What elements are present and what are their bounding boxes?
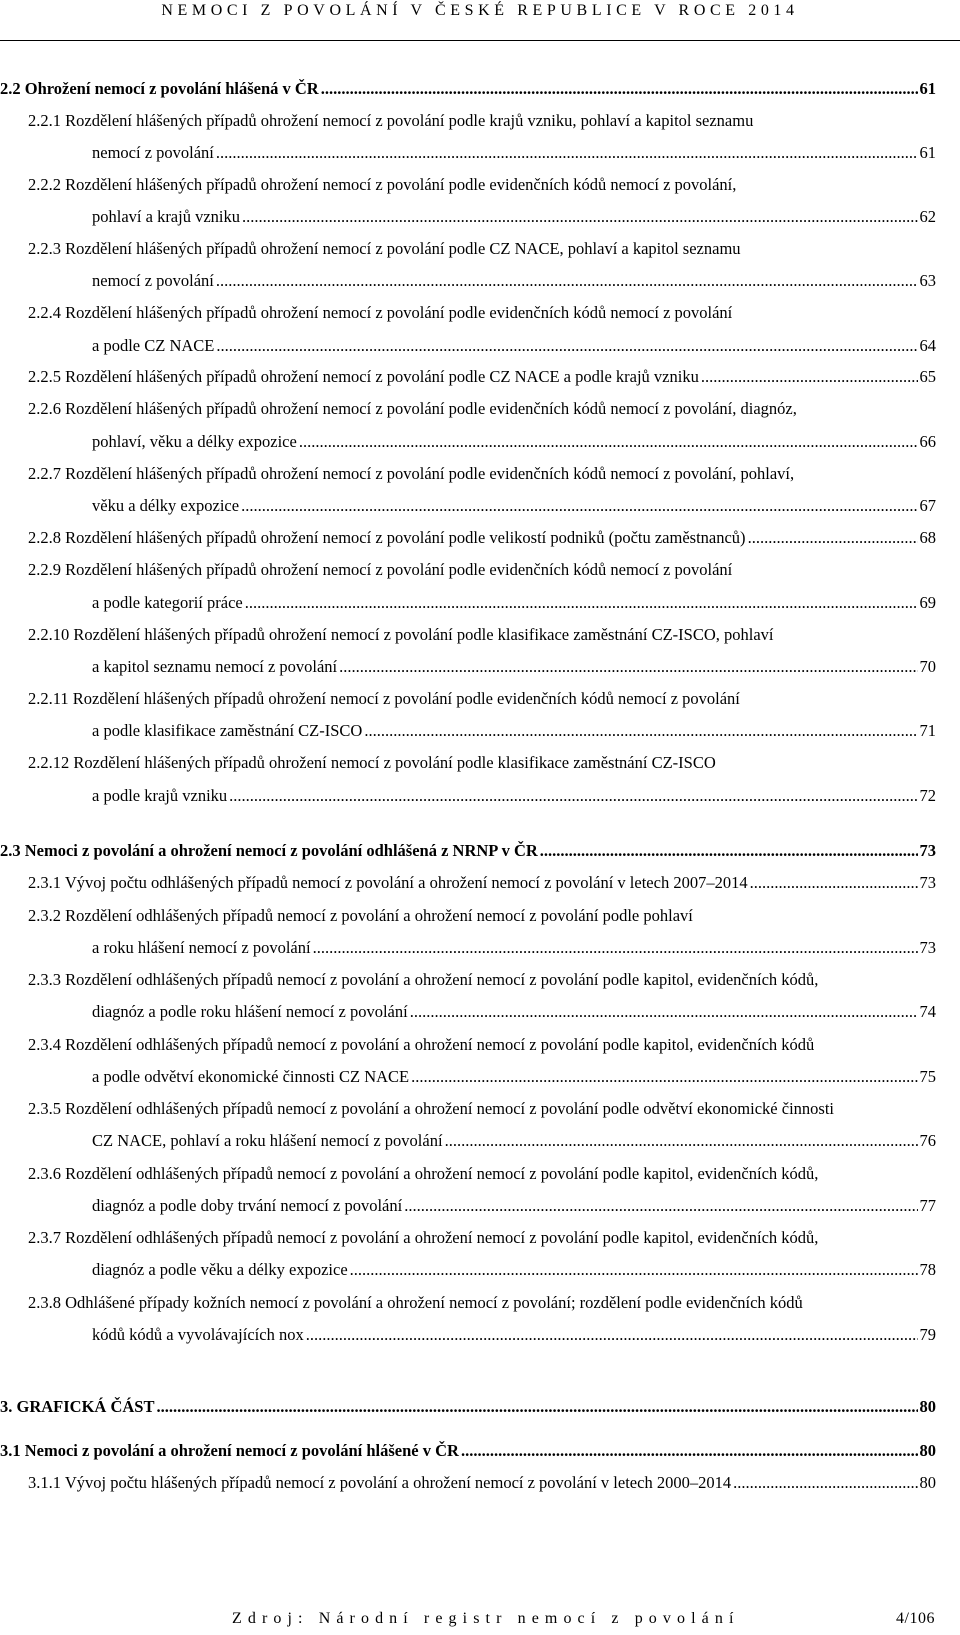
toc-leader [313,937,918,959]
toc-entry-title: 2.2.12 Rozdělení hlášených případů ohrožení nemocí z povolání podle klasifikace zaměstnání CZ-ISCO [28,753,716,772]
toc-page-number: 79 [919,1325,936,1344]
toc-entry-2-2-12-line1[interactable] [28,752,936,774]
toc-page-number: 68 [919,528,936,547]
toc-entry-2-3-8-line1[interactable] [28,1292,936,1314]
toc-leader [733,1472,917,1494]
toc-leader [350,1259,918,1281]
toc-entry-2-3[interactable] [0,840,936,862]
toc-entry-3-1[interactable] [0,1440,936,1462]
toc-entry-2-2-4-line1[interactable] [28,302,936,324]
toc-leader [306,1324,918,1346]
toc-leader [229,785,917,807]
toc-entry-title-cont: pohlaví a krajů vzniku [92,207,241,226]
toc-entry-title-cont: a podle klasifikace zaměstnání CZ-ISCO [92,721,363,740]
toc-entry-title: 3.1.1 Vývoj počtu hlášených případů nemocí z povolání a ohrožení nemocí z povolání v letech 2000–2014 [28,1473,732,1492]
toc-entry-title: 2.3.2 Rozdělení odhlášených případů nemocí z povolání a ohrožení nemocí z povolání podle pohlaví [28,906,693,925]
toc-page-number: 64 [919,336,936,355]
toc-entry-title-cont: nemocí z povolání [92,143,214,162]
toc-entry-2-3-1[interactable] [28,872,936,894]
toc-entry-2-3-6-line2[interactable] [92,1195,936,1217]
toc-entry-2-2-6-line2[interactable] [92,431,936,453]
toc-entry-2-2-7-line2[interactable] [92,495,936,517]
toc-page-number: 73 [919,873,936,892]
toc-entry-title-cont: diagnóz a podle doby trvání nemocí z povolání [92,1196,403,1215]
toc-entry-2-3-3-line1[interactable] [28,969,936,991]
toc-leader [411,1066,917,1088]
toc-entry-2-3-4-line2[interactable] [92,1066,936,1088]
toc-leader [701,366,918,388]
toc-entry-2-2-10-line2[interactable] [92,656,936,678]
toc-entry-title-cont: diagnóz a podle roku hlášení nemocí z povolání [92,1002,408,1021]
header-divider [0,40,960,41]
toc-entry-2-3-5-line1[interactable] [28,1098,936,1120]
toc-entry-2-3-6-line1[interactable] [28,1163,936,1185]
toc-entry-title: 2.2.9 Rozdělení hlášených případů ohrožení nemocí z povolání podle evidenčních kódů nemocí z povolání [28,560,733,579]
toc-page-number: 61 [919,79,936,98]
toc-entry-title: 2.3.3 Rozdělení odhlášených případů nemocí z povolání a ohrožení nemocí z povolání podle kapitol, evidenčních kódů, [28,970,819,989]
toc-page-number: 77 [919,1196,936,1215]
toc-entry-title: 2.2 Ohrožení nemocí z povolání hlášená v ČR [0,79,319,98]
toc-page-number: 70 [919,657,936,676]
toc-entry-title: 2.2.10 Rozdělení hlášených případů ohrožení nemocí z povolání podle klasifikace zaměstnání CZ-ISCO, pohlaví [28,625,774,644]
toc-entry-2-2-6-line1[interactable] [28,398,936,420]
toc-leader [339,656,917,678]
toc-page-number: 76 [919,1131,936,1150]
toc-entry-title: 2.3 Nemoci z povolání a ohrožení nemocí z povolání odhlášená z NRNP v ČR [0,841,538,860]
toc-page-number: 80 [919,1397,936,1416]
toc-entry-2-2-5[interactable] [28,366,936,388]
running-header: NEMOCI Z POVOLÁNÍ V ČESKÉ REPUBLICE V ROCE 2014 [161,2,799,19]
toc-entry-2-3-5-line2[interactable] [92,1130,936,1152]
toc-leader [216,270,918,292]
toc-leader [321,78,918,100]
toc-page-number: 73 [919,841,936,860]
toc-entry-title: 2.2.8 Rozdělení hlášených případů ohrožení nemocí z povolání podle velikostí podniků (počtu zaměstnanců) [28,528,746,547]
toc-leader [445,1130,918,1152]
toc-entry-2-3-8-line2[interactable] [92,1324,936,1346]
toc-entry-2-3-7-line2[interactable] [92,1259,936,1281]
toc-entry-title: 2.2.11 Rozdělení hlášených případů ohrožení nemocí z povolání podle evidenčních kódů nemocí z povolání [28,689,740,708]
toc-leader [216,142,918,164]
toc-entry-title-cont: a kapitol seznamu nemocí z povolání [92,657,338,676]
toc-page-number: 74 [919,1002,936,1021]
toc-entry-title: 2.3.4 Rozdělení odhlášených případů nemocí z povolání a ohrožení nemocí z povolání podle kapitol, evidenčních kódů [28,1035,815,1054]
toc-entry-title-cont: CZ NACE, pohlaví a roku hlášení nemocí z povolání [92,1131,443,1150]
toc-leader [750,872,918,894]
toc-page-number: 65 [919,367,936,386]
toc-entry-2-3-2-line1[interactable] [28,905,936,927]
toc-entry-2-2-12-line2[interactable] [92,785,936,807]
toc-page-number: 72 [919,786,936,805]
toc-page-number: 75 [919,1067,936,1086]
toc-page-number: 73 [919,938,936,957]
toc-entry-2-2[interactable] [0,78,936,100]
toc-entry-2-2-8[interactable] [28,527,936,549]
toc-page-number: 61 [919,143,936,162]
toc-entry-title: 2.3.5 Rozdělení odhlášených případů nemocí z povolání a ohrožení nemocí z povolání podle odvětví ekonomické činnosti [28,1099,834,1118]
toc-entry-title: 2.3.1 Vývoj počtu odhlášených případů nemocí z povolání a ohrožení nemocí z povolání v letech 2007–2014 [28,873,748,892]
toc-entry-2-2-3-line1[interactable] [28,238,936,260]
toc-entry-title-cont: a podle CZ NACE [92,336,215,355]
toc-leader [241,495,917,517]
toc-leader [540,840,918,862]
toc-entry-title-cont: a podle krajů vzniku [92,786,228,805]
toc-entry-3-1-1[interactable] [28,1472,936,1494]
toc-leader [216,335,917,357]
toc-leader [748,527,918,549]
toc-page-number: 66 [919,432,936,451]
toc-page-number: 67 [919,496,936,515]
toc-leader [156,1396,917,1418]
toc-entry-2-2-9-line1[interactable] [28,559,936,581]
toc-entry-title-cont: pohlaví, věku a délky expozice [92,432,297,451]
toc-entry-title: 2.3.8 Odhlášené případy kožních nemocí z povolání a ohrožení nemocí z povolání; rozdělení podle evidenčních kódů [28,1293,803,1312]
toc-page-number: 71 [919,721,936,740]
toc-entry-2-2-3-line2[interactable] [92,270,936,292]
toc-entry-title: 2.3.6 Rozdělení odhlášených případů nemocí z povolání a ohrožení nemocí z povolání podle kapitol, evidenčních kódů, [28,1164,819,1183]
toc-entry-title: 2.2.5 Rozdělení hlášených případů ohrožení nemocí z povolání podle CZ NACE a podle krajů vzniku [28,367,699,386]
toc-entry-2-2-10-line1[interactable] [28,624,936,646]
toc-entry-title: 2.2.7 Rozdělení hlášených případů ohrožení nemocí z povolání podle evidenčních kódů nemocí z povolání, pohlaví, [28,464,795,483]
toc-leader [404,1195,917,1217]
toc-entry-2-3-2-line2[interactable] [92,937,936,959]
toc-entry-title-cont: nemocí z povolání [92,271,214,290]
toc-entry-title-cont: věku a délky expozice [92,496,240,515]
toc-leader [299,431,918,453]
toc-leader [461,1440,918,1462]
toc-entry-title-cont: diagnóz a podle věku a délky expozice [92,1260,348,1279]
toc-entry-2-2-1-line2[interactable] [92,142,936,164]
toc-page-number: 69 [919,593,936,612]
toc-page-number: 78 [919,1260,936,1279]
toc-entry-2-2-11-line1[interactable] [28,688,936,710]
toc-entry-3[interactable] [0,1396,936,1418]
toc-entry-title: 3.1 Nemoci z povolání a ohrožení nemocí z povolání hlášené v ČR [0,1441,459,1460]
toc-entry-2-2-4-line2[interactable] [92,335,936,357]
toc-entry-title: 2.2.4 Rozdělení hlášených případů ohrožení nemocí z povolání podle evidenčních kódů nemocí z povolání [28,303,733,322]
toc-page-number: 80 [919,1441,936,1460]
page-footer [0,1610,960,1632]
toc-entry-2-2-1-line1[interactable] [28,110,936,132]
toc-entry-2-3-3-line2[interactable] [92,1001,936,1023]
toc-leader [364,720,917,742]
toc-entry-title-cont: kódů kódů a vyvolávajících nox [92,1325,304,1344]
toc-entry-2-3-4-line1[interactable] [28,1034,936,1056]
toc-page-number: 63 [919,271,936,290]
toc-leader [245,592,918,614]
toc-entry-title: 3. GRAFICKÁ ČÁST [0,1397,155,1416]
toc-entry-title-cont: a podle kategorií práce [92,593,243,612]
toc-page-number: 62 [919,207,936,226]
footer-source: Zdroj: Národní registr nemocí z povolání [232,1610,740,1627]
toc-entry-2-2-9-line2[interactable] [92,592,936,614]
toc-leader [242,206,917,228]
toc-leader [410,1001,918,1023]
toc-entry-2-2-2-line2[interactable] [92,206,936,228]
toc-entry-title: 2.2.1 Rozdělení hlášených případů ohrožení nemocí z povolání podle krajů vzniku, pohlaví a kapitol seznamu [28,111,754,130]
footer-page-number: 4/106 [896,1610,935,1627]
toc-entry-title: 2.3.7 Rozdělení odhlášených případů nemocí z povolání a ohrožení nemocí z povolání podle kapitol, evidenčních kódů, [28,1228,819,1247]
toc-entry-2-2-7-line1[interactable] [28,463,936,485]
toc-page-number: 80 [919,1473,936,1492]
toc-entry-title: 2.2.2 Rozdělení hlášených případů ohrožení nemocí z povolání podle evidenčních kódů nemocí z povolání, [28,175,737,194]
toc-entry-2-2-11-line2[interactable] [92,720,936,742]
toc-entry-title-cont: a roku hlášení nemocí z povolání [92,938,311,957]
toc-entry-2-2-2-line1[interactable] [28,174,936,196]
toc-entry-title: 2.2.6 Rozdělení hlášených případů ohrožení nemocí z povolání podle evidenčních kódů nemocí z povolání, diagnóz, [28,399,797,418]
toc-entry-2-3-7-line1[interactable] [28,1227,936,1249]
toc-entry-title: 2.2.3 Rozdělení hlášených případů ohrožení nemocí z povolání podle CZ NACE, pohlaví a kapitol seznamu [28,239,741,258]
toc-entry-title-cont: a podle odvětví ekonomické činnosti CZ NACE [92,1067,410,1086]
